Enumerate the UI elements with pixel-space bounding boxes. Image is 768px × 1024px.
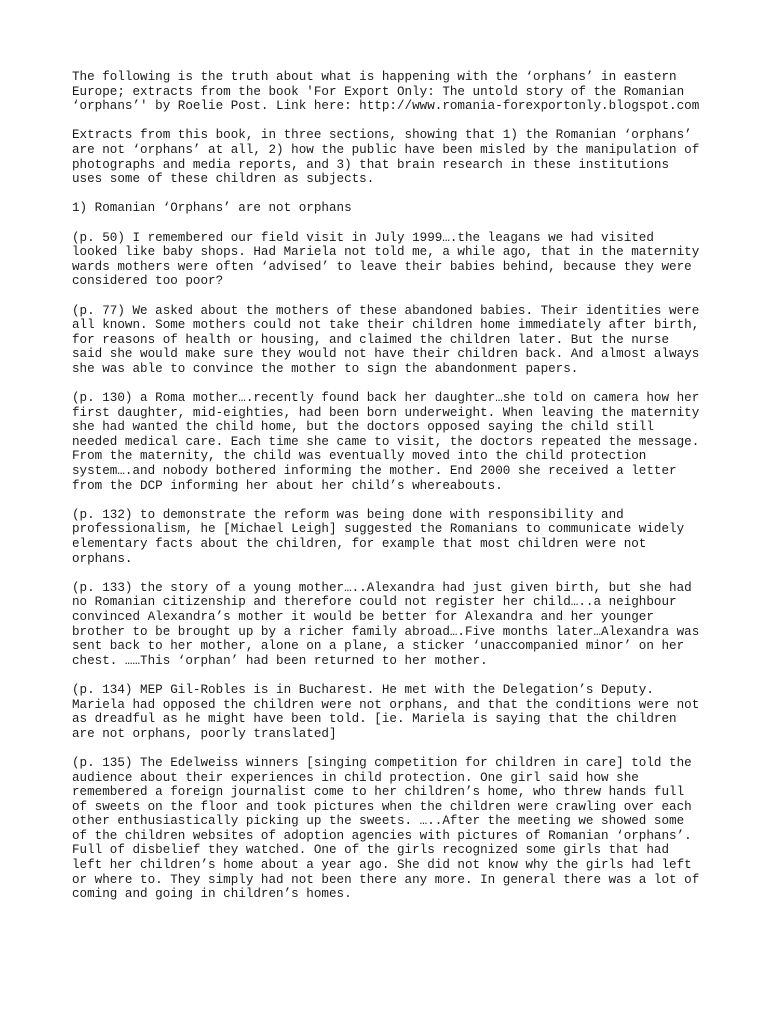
extract-p134: (p. 134) MEP Gil-Robles is in Bucharest. He met with the Delegation’s Deputy. Mariela had opposed the children were not orphans, and that the conditions were not as dreadful as he might have been told. [ie. Mariela is saying that the children are not orphans, poorly translated] [72,682,700,741]
extract-p50: (p. 50) I remembered our field visit in July 1999….the leagans we had visited looked like baby shops. Had Mariela not told me, a while ago, that in the maternity wards mothers were often ‘advised’ to leave their babies behind, because they were considered too poor? [72,230,700,289]
extracts-overview-paragraph: Extracts from this book, in three sections, showing that 1) the Romanian ‘orphans’ are not ‘orphans’ at all, 2) how the public have been misled by the manipulation of photographs and media reports, and 3) that brain research in these institutions uses some of these children as subjects. [72,128,700,187]
extract-p77: (p. 77) We asked about the mothers of these abandoned babies. Their identities were all known. Some mothers could not take their children home immediately after birth, for reasons of health or housing, and claimed the children later. But the nurse said she would make sure they would not have their children back. And almost always she was able to convince the mother to sign the abandonment papers. [72,303,700,376]
extract-p133: (p. 133) the story of a young mother…..Alexandra had just given birth, but she had no Romanian citizenship and therefore could not register her child…..a neighbour convinced Alexandra’s mother it would be better for Alexandra and her younger brother to be brought up by a richer family abroad….Five months later…Alexandra was sent back to her mother, alone on a plane, a sticker ‘unaccompanied minor’ on her chest. ……This ‘orphan’ had been returned to her mother. [72,580,700,668]
document-page [72,70,702,916]
intro-paragraph: The following is the truth about what is happening with the ‘orphans’ in eastern Europe; extracts from the book 'For Export Only: The untold story of the Romanian ‘orphans’' by Roelie Post. Link here: http://www.romania-forexportonly.blogspot.com [72,70,700,114]
extract-p130: (p. 130) a Roma mother….recently found back her daughter…she told on camera how her first daughter, mid-eighties, had been born underweight. When leaving the maternity she had wanted the child home, but the doctors opposed saying the child still needed medical care. Each time she came to visit, the doctors repeated the message. From the maternity, the child was eventually moved into the child protection system….and nobody bothered informing the mother. End 2000 she received a letter from the DCP informing her about her child’s whereabouts. [72,391,700,493]
extract-p132: (p. 132) to demonstrate the reform was being done with responsibility and professionalism, he [Michael Leigh] suggested the Romanians to communicate widely elementary facts about the children, for example that most children were not orphans. [72,507,685,566]
section-heading: 1) Romanian ‘Orphans’ are not orphans [72,201,352,216]
extract-p135: (p. 135) The Edelweiss winners [singing competition for children in care] told the audience about their experiences in child protection. One girl said how she remembered a foreign journalist come to her children’s home, who threw hands full of sweets on the floor and took pictures when the children were crawling over each other enthusiastically picking up the sweets. …..After the meeting we showed some of the children websites of adoption agencies with pictures of Romanian ‘orphans’. Full of disbelief they watched. One of the girls recognized some girls that had left her children’s home about a year ago. She did not know why the girls had left or where to. They simply had not been there any more. In general there was a lot of coming and going in children’s homes. [72,755,700,902]
